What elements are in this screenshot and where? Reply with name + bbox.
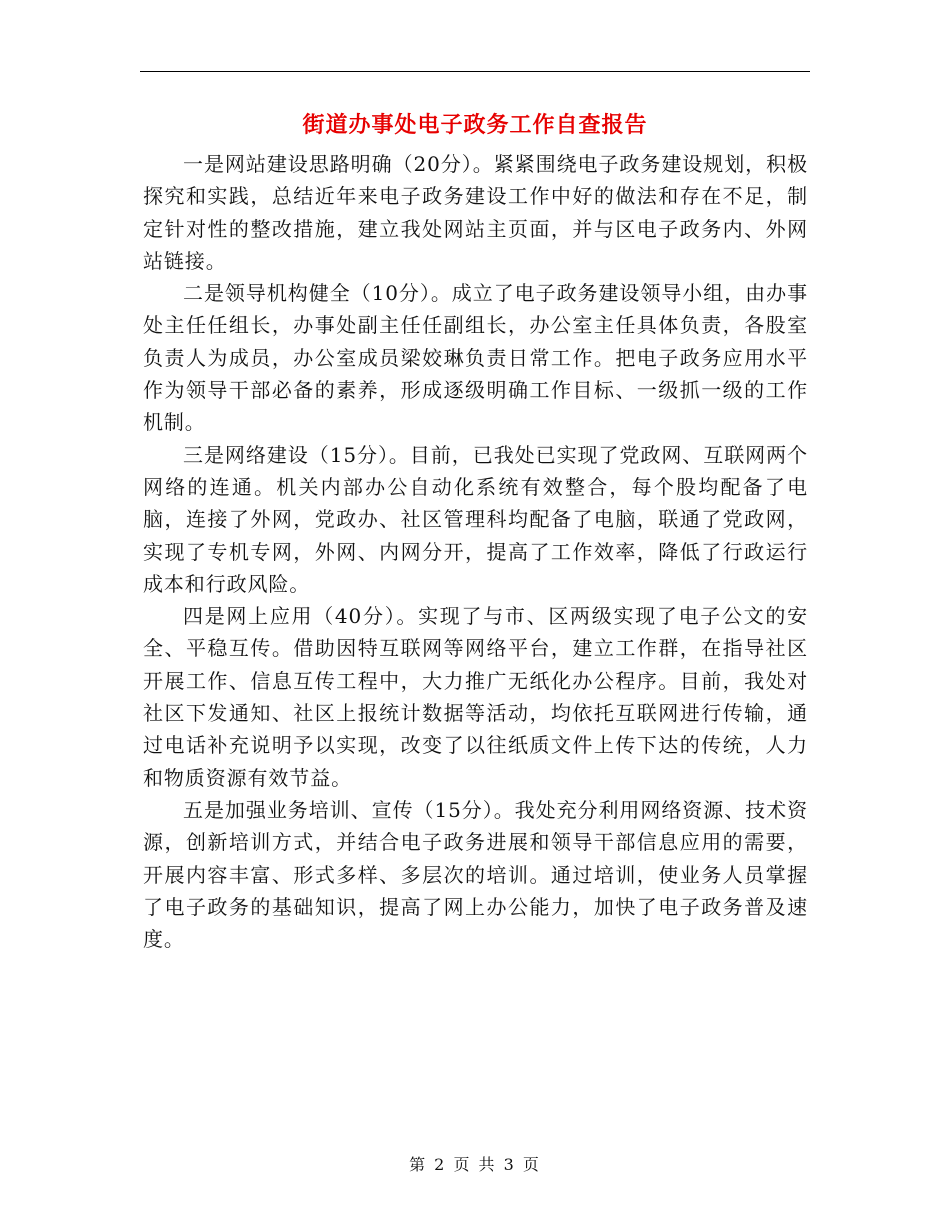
paragraph-training-publicity: 五是加强业务培训、宣传（15分）。我处充分利用网络资源、技术资源，创新培训方式，并结合电子政务进展和领导干部信息应用的需要，开展内容丰富、形式多样、多层次的培训。通过培训，使业务人员掌握了电子政务的基础知识，提高了网上办公能力，加快了电子政务普及速度。: [143, 797, 808, 952]
paragraph-website-construction: 一是网站建设思路明确（20分）。紧紧围绕电子政务建设规划，积极探究和实践，总结近年来电子政务建设工作中好的做法和存在不足，制定针对性的整改措施，建立我处网站主页面，并与区电子政务内、外网站链接。: [143, 152, 808, 273]
header-rule: [140, 71, 810, 72]
paragraph-online-application: 四是网上应用（40分）。实现了与市、区两级实现了电子公文的安全、平稳互传。借助因特互联网等网络平台，建立工作群，在指导社区开展工作、信息互传工程中，大力推广无纸化办公程序。目前，我处对社区下发通知、社区上报统计数据等活动，均依托互联网进行传输，通过电话补充说明予以实现，改变了以往纸质文件上传下达的传统，人力和物质资源有效节益。: [143, 604, 808, 790]
paragraph-leadership-organization: 二是领导机构健全（10分）。成立了电子政务建设领导小组，由办事处主任任组长，办事处副主任任副组长，办公室主任具体负责，各股室负责人为成员，办公室成员梁姣琳负责日常工作。把电子政务应用水平作为领导干部必备的素养，形成逐级明确工作目标、一级抓一级的工作机制。: [143, 281, 808, 435]
document-body: [143, 148, 808, 955]
paragraph-network-construction: 三是网络建设（15分）。目前，已我处已实现了党政网、互联网两个网络的连通。机关内部办公自动化系统有效整合，每个股均配备了电脑，连接了外网，党政办、社区管理科均配备了电脑，联通了党政网，实现了专机专网，外网、内网分开，提高了工作效率，降低了行政运行成本和行政风险。: [143, 442, 808, 596]
document-title: 街道办事处电子政务工作自查报告: [302, 113, 648, 138]
page-number: 第 2 页 共 3 页: [409, 1155, 541, 1174]
